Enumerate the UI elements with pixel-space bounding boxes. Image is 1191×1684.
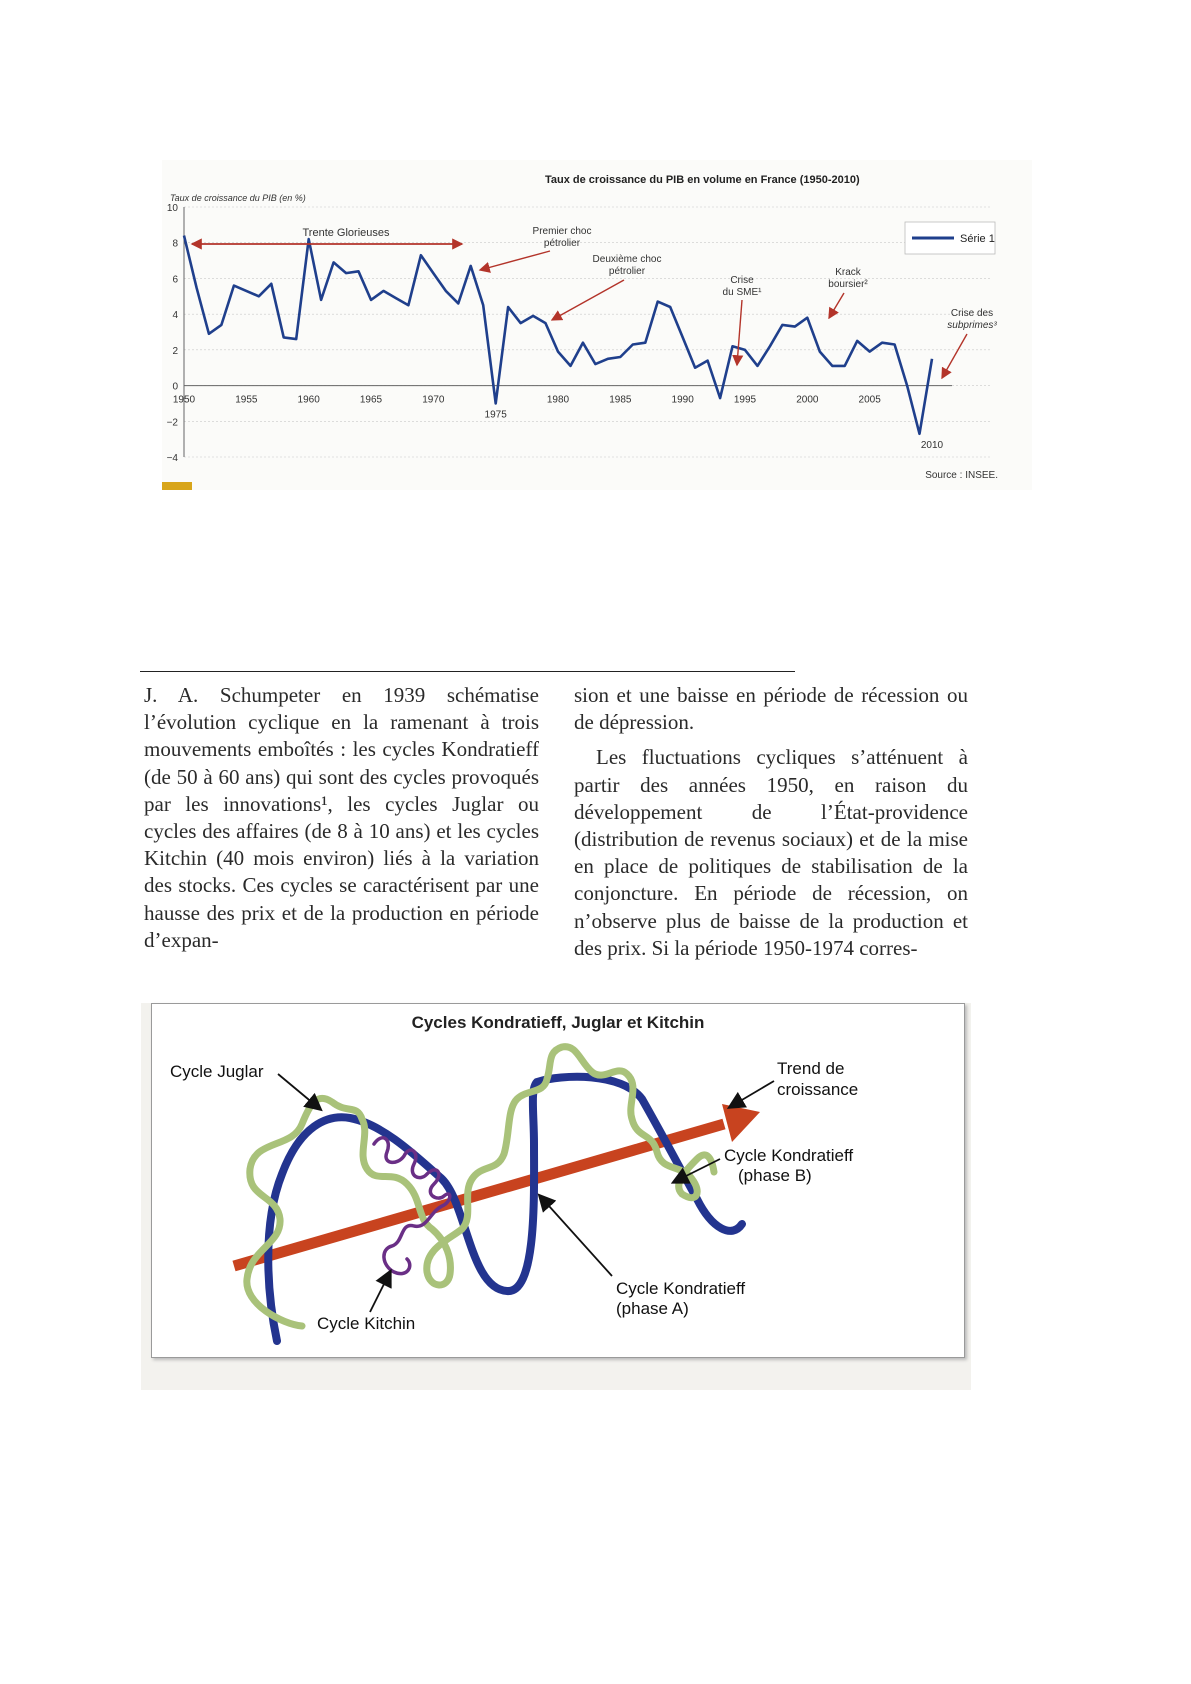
y-tick-label: −4 <box>166 453 178 464</box>
annotation-crise-sme-line2: du SME¹ <box>722 287 762 298</box>
label-kondratieff-b-line2: (phase B) <box>738 1166 812 1185</box>
x-tick-label: 1975 <box>484 409 507 421</box>
x-tick-label: 1985 <box>609 394 632 406</box>
x-tick-label: 1995 <box>733 394 757 406</box>
chart-source: Source : INSEE. <box>925 470 998 481</box>
y-tick-label: 2 <box>172 345 178 357</box>
paragraph-fluctuations: Les fluctuations cycliques s’atténuent à partir des années 1950, en raison du développement de l’État-providence (distribution de revenus sociaux) et de la mise en place de politiques de stabilisation de la conjoncture. En période de récession, on n’observe plus de baisse de la production et des prix. Si la période 1950-1974 corres- <box>574 745 968 960</box>
annotation-premier-choc-line1: Premier choc <box>532 226 592 237</box>
y-axis-label: Taux de croissance du PIB (en %) <box>170 193 306 203</box>
x-tick-label: 2010 <box>920 440 944 452</box>
annotation-deuxieme-choc-line2: pétrolier <box>608 266 646 277</box>
annotation-crise-sme-line1: Crise <box>730 275 754 286</box>
annotation-krack-line1: Krack <box>835 267 861 278</box>
x-tick-label: 1980 <box>546 394 570 406</box>
y-tick-label: 0 <box>172 381 178 393</box>
y-tick-label: −2 <box>166 417 178 429</box>
y-tick-label: 10 <box>166 203 178 214</box>
annotation-deuxieme-choc-line1: Deuxième choc <box>592 254 662 265</box>
x-tick-label: 1950 <box>172 394 196 406</box>
label-kondratieff-b-line1: Cycle Kondratieff <box>724 1146 854 1165</box>
x-tick-label: 1955 <box>235 394 258 406</box>
annotation-premier-choc-line2: pétrolier <box>543 238 581 249</box>
gdp-chart-panel <box>162 160 1032 490</box>
x-tick-label: 2005 <box>858 394 881 406</box>
cycles-diagram-panel <box>141 1003 971 1390</box>
subprimes-arrow <box>942 334 967 378</box>
annotation-subprimes-line2: subprimes³ <box>947 320 997 331</box>
y-tick-label: 6 <box>172 274 178 286</box>
x-tick-labels <box>173 395 944 452</box>
paragraph-continuation: sion et une baisse en période de récession ou de dépression. <box>574 683 968 735</box>
trend-arrowhead <box>722 1104 760 1142</box>
label-trend-line1: Trend de <box>777 1059 845 1078</box>
diagram-title: Cycles Kondratieff, Juglar et Kitchin <box>411 1013 705 1032</box>
text-column-right <box>574 682 968 962</box>
label-kondratieff-a-line2: (phase A) <box>616 1299 689 1318</box>
crise-sme-arrow <box>737 300 742 365</box>
annotation-trente-glorieuses: Trente Glorieuses <box>302 227 390 239</box>
paragraph-schumpeter: J. A. Schumpeter en 1939 schématise l’évolution cyclique en la ramenant à trois mouvements emboîtés : les cycles Kondratieff (de 50 à 60 ans) qui sont des cycles provoqués par les innovations¹, les cycles Juglar ou cycles des affaires (de 8 à 10 ans) et les cycles Kitchin (40 mois environ) liés à la variation des stocks. Ces cycles se caractérisent par une hausse des prix et de la production en période d’expan- <box>144 683 539 952</box>
figure-number-tab <box>162 482 192 490</box>
x-tick-label: 1990 <box>671 394 694 406</box>
label-cycle-juglar: Cycle Juglar <box>170 1062 264 1081</box>
label-trend-line2: croissance <box>777 1080 859 1099</box>
premier-choc-arrow <box>480 251 550 270</box>
x-tick-label: 1970 <box>422 394 445 406</box>
arrow-cycle-kitchin <box>370 1272 390 1312</box>
gdp-growth-chart <box>162 160 1032 490</box>
chart-title: Taux de croissance du PIB en volume en France (1950-2010) <box>545 174 860 186</box>
cycles-diagram <box>152 1004 964 1357</box>
arrow-cycle-juglar <box>278 1074 320 1109</box>
legend <box>905 222 995 254</box>
x-tick-label: 2000 <box>796 394 819 406</box>
annotation-subprimes-line1: Crise des <box>950 308 994 319</box>
annotation-krack-line2: boursier² <box>828 279 868 290</box>
y-tick-label: 4 <box>172 310 178 322</box>
y-tick-label: 8 <box>172 238 178 250</box>
label-cycle-kitchin: Cycle Kitchin <box>317 1314 416 1333</box>
x-tick-label: 1960 <box>297 394 320 406</box>
x-tick-label: 1965 <box>359 394 383 406</box>
y-tick-labels <box>167 203 179 464</box>
label-kondratieff-a-line1: Cycle Kondratieff <box>616 1279 746 1298</box>
cycles-diagram-box <box>151 1003 965 1358</box>
arrow-trend <box>730 1081 774 1107</box>
arrow-kondratieff-a <box>540 1196 612 1276</box>
text-column-left <box>144 682 539 954</box>
section-divider <box>140 671 795 672</box>
legend-label: Série 1 <box>960 233 995 245</box>
